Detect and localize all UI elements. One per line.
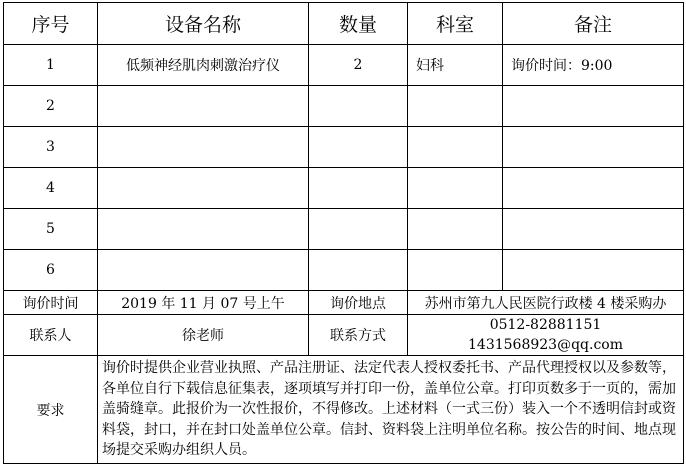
- row-device-name: [98, 86, 309, 127]
- contact-method-label: 联系方式: [309, 315, 408, 356]
- table-row: [4, 250, 684, 291]
- row-index: 4: [4, 168, 98, 209]
- row-device-name: [98, 250, 309, 291]
- row-device-name: 低频神经肌肉刺激治疗仪: [98, 45, 309, 86]
- requirements-label: 要求: [4, 356, 98, 464]
- contact-person-value: 徐老师: [98, 315, 309, 356]
- row-quantity: [309, 86, 408, 127]
- table-row: [4, 168, 684, 209]
- row-index: 3: [4, 127, 98, 168]
- inquiry-time-value: 2019 年 11 月 07 号上午: [98, 291, 309, 315]
- contact-person-label: 联系人: [4, 315, 98, 356]
- contact-phone: 0512-82881151: [489, 317, 602, 333]
- header-department: 科室: [408, 3, 503, 45]
- row-note: [503, 209, 684, 250]
- row-index: 1: [4, 45, 98, 86]
- row-note: [503, 127, 684, 168]
- table-row: [4, 209, 684, 250]
- inquiry-place-label: 询价地点: [309, 291, 408, 315]
- row-index: 6: [4, 250, 98, 291]
- inquiry-time-label: 询价时间: [4, 291, 98, 315]
- contact-row: [4, 315, 684, 356]
- row-note: 询价时间：9:00: [503, 45, 684, 86]
- inquiry-time-place-row: [4, 291, 684, 315]
- table-row: [4, 45, 684, 86]
- inquiry-place-value: 苏州市第九人民医院行政楼 4 楼采购办: [408, 291, 684, 315]
- header-device-name: 设备名称: [98, 3, 309, 45]
- row-device-name: [98, 168, 309, 209]
- row-note: [503, 168, 684, 209]
- row-device-name: [98, 127, 309, 168]
- row-index: 2: [4, 86, 98, 127]
- contact-method-value: [408, 315, 684, 356]
- header-quantity: 数量: [309, 3, 408, 45]
- contact-email[interactable]: 1431568923@qq.com: [468, 337, 623, 353]
- row-department: 妇科: [408, 45, 503, 86]
- inquiry-table: [3, 2, 684, 464]
- row-department: [408, 168, 503, 209]
- table-header-row: [4, 3, 684, 45]
- row-index: 5: [4, 209, 98, 250]
- requirements-text: 询价时提供企业营业执照、产品注册证、法定代表人授权委托书、产品代理授权以及参数等，各单位自行下载信息征集表，逐项填写并打印一份，盖单位公章。打印页数多于一页的，需加盖骑缝章。此报价为一次性报价，不得修改。上述材料（一式三份）装入一个不透明信封或资料袋，封口，并在封口处盖单位公章。信封、资料袋上注明单位名称。按公告的时间、地点现场提交采购办组织人员。: [98, 356, 684, 464]
- table-row: [4, 127, 684, 168]
- row-department: [408, 127, 503, 168]
- row-quantity: [309, 127, 408, 168]
- row-department: [408, 209, 503, 250]
- row-note: [503, 86, 684, 127]
- row-quantity: [309, 168, 408, 209]
- row-department: [408, 250, 503, 291]
- row-department: [408, 86, 503, 127]
- header-note: 备注: [503, 3, 684, 45]
- header-index: 序号: [4, 3, 98, 45]
- table-row: [4, 86, 684, 127]
- row-quantity: [309, 250, 408, 291]
- row-note: [503, 250, 684, 291]
- row-quantity: 2: [309, 45, 408, 86]
- row-device-name: [98, 209, 309, 250]
- row-quantity: [309, 209, 408, 250]
- requirements-row: [4, 356, 684, 464]
